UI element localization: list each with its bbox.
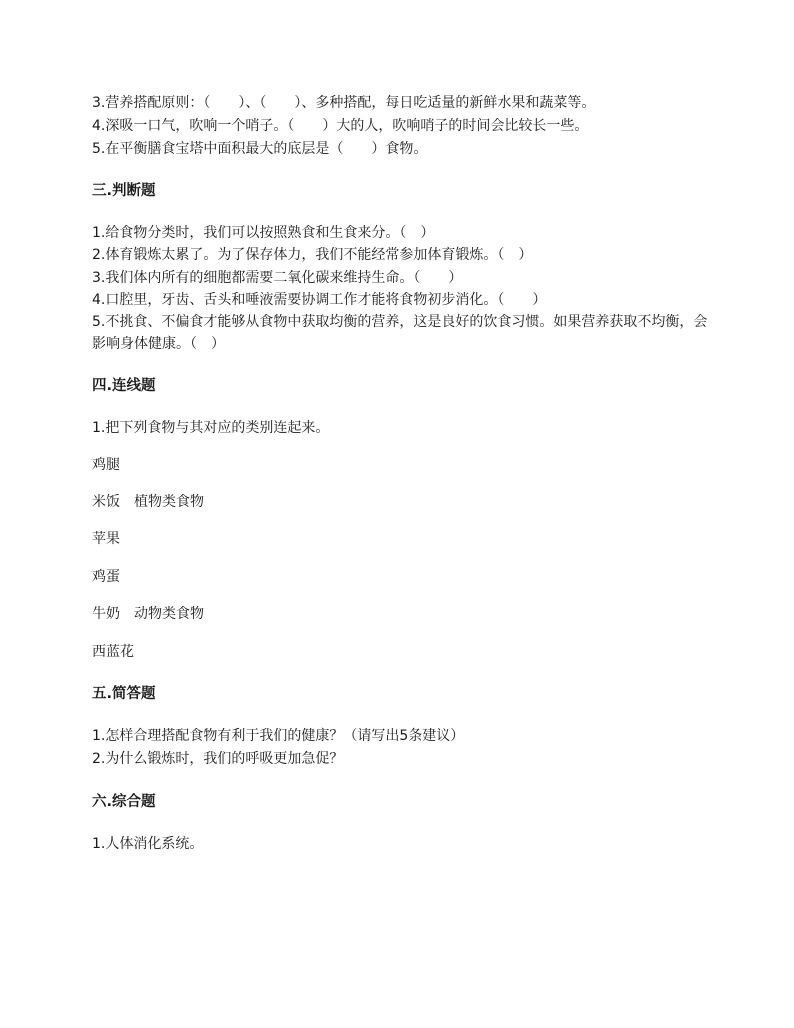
match-row-5: 牛奶 动物类食物	[92, 606, 204, 622]
section-title-judge: 三.判断题	[92, 183, 156, 199]
section-title-match: 四.连线题	[92, 378, 156, 394]
match-question: 1.把下列食物与其对应的类别连起来。	[92, 420, 330, 436]
match-row-2: 米饭 植物类食物	[92, 494, 204, 510]
section-title-comprehensive: 六.综合题	[92, 794, 156, 810]
match-row-3: 苹果	[92, 531, 120, 547]
match-row-4: 鸡蛋	[92, 569, 120, 585]
short-question-1: 1.怎样合理搭配食物有利于我们的健康？（请写出5条建议）	[92, 728, 465, 744]
fill-question-4: 4.深吸一口气，吹响一个哨子。（ ）大的人，吹响哨子的时间会比较长一些。	[92, 118, 589, 134]
short-question-2: 2.为什么锻炼时，我们的呼吸更加急促？	[92, 751, 344, 767]
match-row-6: 西蓝花	[92, 644, 134, 660]
section-title-short-answer: 五.简答题	[92, 686, 156, 702]
comprehensive-question-1: 1.人体消化系统。	[92, 836, 204, 852]
match-row-1: 鸡腿	[92, 457, 120, 473]
judge-question-1: 1.给食物分类时，我们可以按照熟食和生食来分。（ ）	[92, 225, 435, 241]
judge-question-5: 5.不挑食、不偏食才能够从食物中获取均衡的营养，这是良好的饮食习惯。如果营养获取不均衡，会影响身体健康。（ ）	[92, 314, 708, 352]
fill-question-5: 5.在平衡膳食宝塔中面积最大的底层是（ ）食物。	[92, 141, 428, 157]
fill-question-3: 3.营养搭配原则：（ ）、（ ）、多种搭配，每日吃适量的新鲜水果和蔬菜等。	[92, 95, 596, 111]
judge-question-2: 2.体育锻炼太累了。为了保存体力，我们不能经常参加体育锻炼。（ ）	[92, 247, 533, 263]
judge-question-4: 4.口腔里，牙齿、舌头和唾液需要协调工作才能将食物初步消化。（ ）	[92, 292, 547, 308]
judge-question-3: 3.我们体内所有的细胞都需要二氧化碳来维持生命。（ ）	[92, 270, 463, 286]
